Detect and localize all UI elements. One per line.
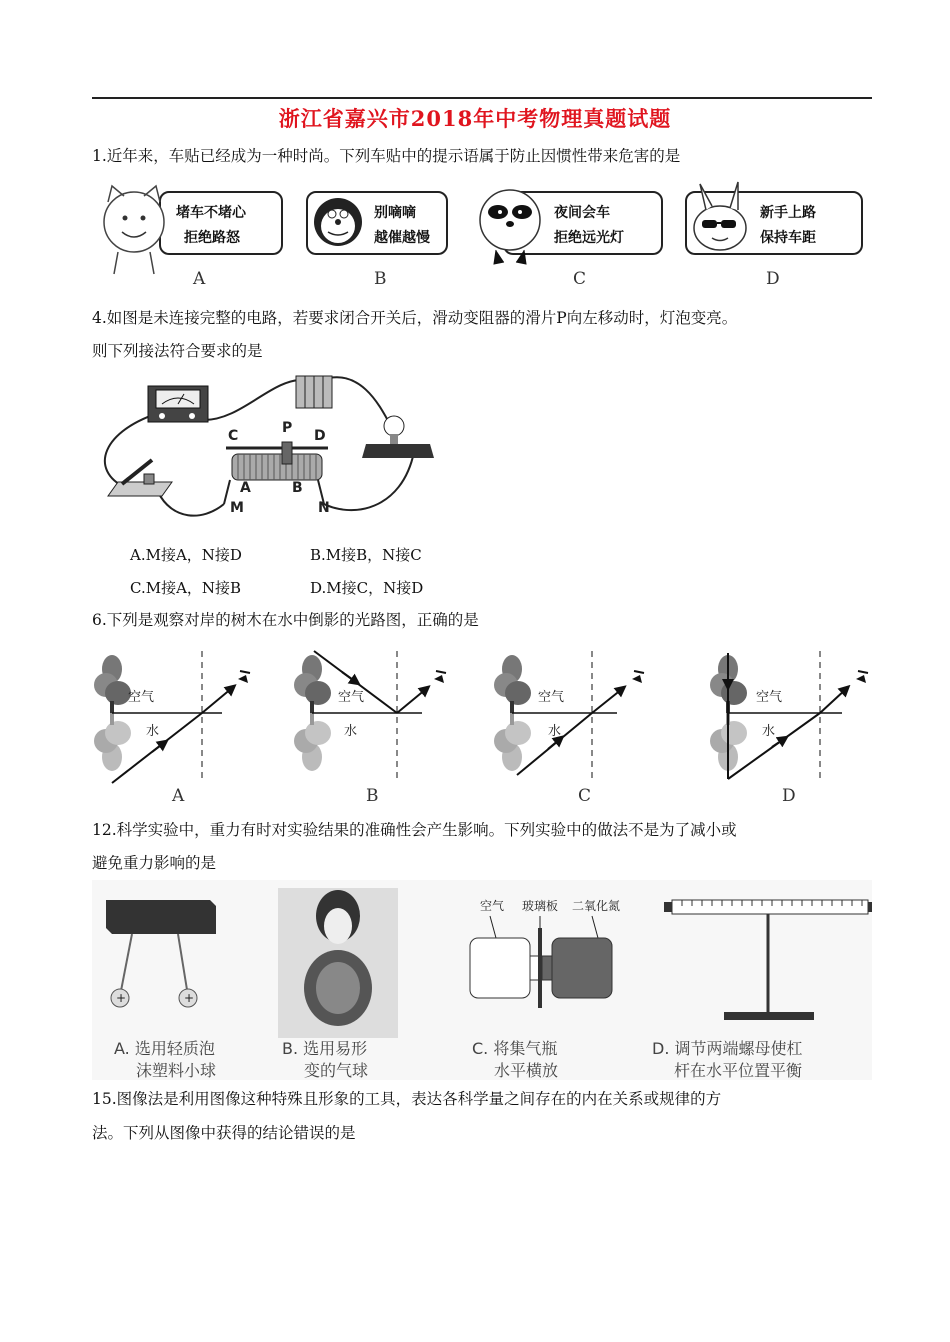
sticker-b-line2: 越催越慢 — [374, 230, 430, 246]
wire-n-label: N — [318, 500, 330, 516]
air-label-c: 空气 — [538, 690, 565, 705]
header-rule — [92, 97, 872, 99]
switch-icon — [108, 460, 172, 496]
question-1-text: 1.近年来，车贴已经成为一种时尚。下列车贴中的提示语属于防止因惯性带来危害的是 — [92, 147, 681, 165]
question-15-text-line2: 法。下列从图像中获得的结论错误的是 — [92, 1124, 356, 1142]
q6-label-c: C — [578, 786, 592, 806]
air-label-d: 空气 — [756, 690, 783, 705]
svg-text:+: + — [116, 991, 127, 1005]
doraemon-icon — [314, 198, 362, 246]
sticker-d-line2: 保持车距 — [760, 230, 816, 246]
light-path-d — [710, 651, 868, 806]
caption-d-line2: 杆在水平位置平衡 — [674, 1061, 803, 1080]
label-air: 空气 — [480, 899, 505, 913]
q6-label-b: B — [366, 786, 379, 806]
caption-a-line2: 沫塑料小球 — [136, 1061, 217, 1080]
sticker-b-line1: 别嘀嘀 — [374, 205, 416, 221]
caption-b-line1: B. 选用易形 — [282, 1039, 368, 1058]
q4-circuit-figure — [92, 370, 442, 530]
sticker-b-label: B — [374, 269, 387, 289]
q6-light-path-figure — [92, 643, 872, 808]
water-label-d: 水 — [762, 724, 776, 739]
sticker-d — [686, 182, 862, 289]
question-12-text-line2: 避免重力影响的是 — [92, 854, 217, 872]
water-label-b: 水 — [344, 724, 358, 739]
sticker-d-label: D — [766, 269, 780, 289]
terminal-b-label: B — [292, 480, 303, 496]
air-label-b: 空气 — [338, 690, 365, 705]
caption-d-line1: D. 调节两端螺母使杠 — [652, 1039, 803, 1058]
q6-label-d: D — [782, 786, 796, 806]
q12-experiment-figure — [92, 880, 872, 1080]
ammeter-icon — [148, 386, 208, 422]
lamp-icon — [362, 416, 434, 458]
sticker-a-line2: 拒绝路怒 — [184, 230, 240, 246]
battery-icon — [296, 376, 332, 408]
caption-c-line2: 水平横放 — [494, 1061, 559, 1080]
sticker-d-line1: 新手上路 — [760, 205, 816, 221]
q6-label-a: A — [172, 786, 185, 806]
wire-m-label: M — [230, 500, 244, 516]
sticker-a-line1: 堵车不堵心 — [176, 205, 246, 221]
sticker-c-line1: 夜间会车 — [554, 205, 610, 221]
air-label-a: 空气 — [128, 690, 155, 705]
label-no2: 二氧化氮 — [572, 899, 621, 913]
q4-option-a: A.M接A，N接D — [130, 546, 242, 564]
q1-sticker-figure — [92, 180, 872, 290]
page-title: 浙江省嘉兴市2018年中考物理真题试题 — [278, 106, 672, 131]
caption-b-line2: 变的气球 — [304, 1061, 369, 1080]
sticker-c — [480, 190, 662, 289]
caption-a-line1: A. 选用轻质泡 — [114, 1039, 215, 1058]
light-path-c — [494, 651, 644, 806]
terminal-a-label: A — [240, 480, 251, 496]
sticker-a — [104, 186, 282, 289]
q4-option-b: B.M接B，N接C — [310, 546, 422, 564]
water-label-c: 水 — [548, 724, 562, 739]
caption-c-line1: C. 将集气瓶 — [472, 1039, 558, 1058]
slider-p-label: P — [282, 420, 293, 436]
question-4-text-line1: 4.如图是未连接完整的电路，若要求闭合开关后，滑动变阻器的滑片P向左移动时，灯泡变亮。 — [92, 309, 738, 327]
question-15-text-line1: 15.图像法是利用图像这种特殊且形象的工具，表达各科学量之间存在的内在关系或规律的方 — [92, 1090, 722, 1108]
svg-text:+: + — [184, 991, 195, 1005]
light-path-b — [294, 651, 446, 806]
question-12-text-line1: 12.科学实验中，重力有时对实验结果的准确性会产生影响。下列实验中的做法不是为了减小或 — [92, 821, 737, 839]
sticker-c-line2: 拒绝远光灯 — [554, 230, 624, 246]
terminal-c-label: C — [228, 428, 239, 444]
question-4-text-line2: 则下列接法符合要求的是 — [92, 342, 263, 360]
question-6-text: 6.下列是观察对岸的树木在水中倒影的光路图，正确的是 — [92, 611, 479, 629]
water-label-a: 水 — [146, 724, 160, 739]
cat-face-icon — [104, 186, 164, 274]
sticker-c-label: C — [573, 269, 587, 289]
sticker-a-label: A — [193, 269, 206, 289]
q4-option-c: C.M接A，N接B — [130, 579, 242, 597]
terminal-d-label: D — [314, 428, 326, 444]
label-glass: 玻璃板 — [522, 899, 559, 913]
q4-option-d: D.M接C，N接D — [310, 579, 424, 597]
sticker-b — [307, 192, 447, 289]
light-path-a — [94, 651, 250, 806]
